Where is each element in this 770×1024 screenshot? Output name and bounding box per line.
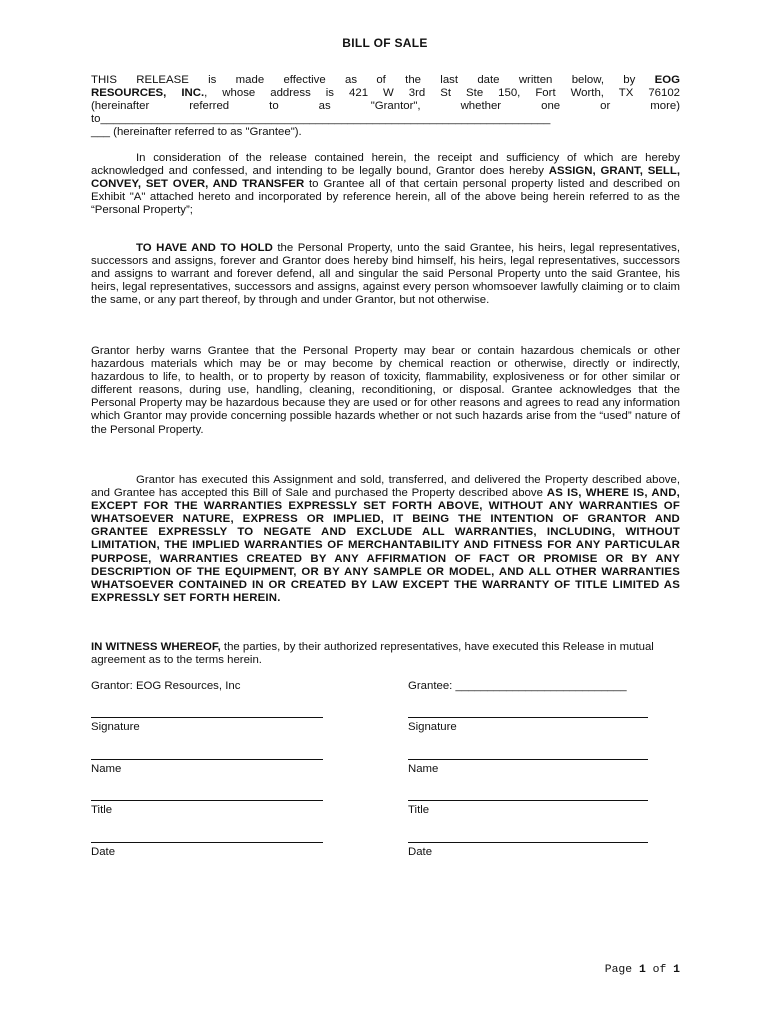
grantor-title-line[interactable] [91,788,323,801]
company-name-part: EOG [654,74,680,86]
grantor-title-label: Title [91,804,113,816]
witness-paragraph [91,641,680,667]
grantor-signature-line[interactable] [91,705,323,718]
grantee-name-line[interactable] [408,747,648,760]
page-number [605,964,680,976]
grantee-signature-block [408,680,648,859]
para1-text-c: to Grantee all of that certain personal property listed and described on Exhibit "A" attached hereto and incorporated by reference herein, all of the above being herein referred to as the “Personal Property”; [91,178,680,217]
habendum-paragraph [91,242,680,307]
document-title: BILL OF SALE [342,36,428,50]
para3-text: Grantor herby warns Grantee that the Personal Property may bear or contain hazardous chemicals or other hazardous materials which may be or may become by chemical reaction or otherwise, directly or indirectly, hazardous to life, to health, or to property by reason of toxicity, flammability, explosiveness or for other similar or different reasons, during use, handling, cleaning, reconditioning, or disposal. Grantee acknowledges that the Personal Property may be hazardous because they are used or for other reasons and agrees to read any information which Grantor may provide concerning possible hazards whether or not such hazards arise from the “used” nature of the Personal Property. [91,345,680,436]
current-page: 1 [638,964,646,976]
para2-bold: TO HAVE AND TO HOLD [136,242,273,254]
grantor-name-line[interactable] [91,747,323,760]
intro-line-5: ___ (hereinafter referred to as "Grantee"). [91,126,302,139]
warranty-disclaimer-paragraph [91,474,680,605]
grantee-date-line[interactable] [408,830,648,843]
grantor-signature-label: Signature [91,721,140,733]
para4-text: Grantor has executed this Assignment and sold, transferred, and delivered the Property described above, and Grantee has accepted this Bill of Sale and purchased the Property described above [91,474,680,500]
para1-bold: ASSIGN, GRANT, SELL, CONVEY, SET OVER, AND TRANSFER [91,165,680,191]
grantor-date-line[interactable] [91,830,323,843]
company-name: RESOURCES, INC. [91,87,205,100]
para4-caps: AS IS, WHERE IS, AND, EXCEPT FOR THE WARRANTIES EXPRESSLY SET FORTH ABOVE, WITHOUT ANY WARRANTIES OF WHATSOEVER NATURE, EXPRESS OR IMPLIED, IT BEING THE INTENTION OF GRANTOR AND GRANTEE EXPRESSLY TO NEGATE AND EXCLUDE ALL WARRANTIES, INCLUDING, WITHOUT LIMITATION, THE IMPLIED WARRANTIES OF MERCHANTABILITY AND FITNESS FOR ANY PARTICULAR PURPOSE, WARRANTIES CREATED BY ANY AFFIRMATION OF FACT OR PROMISE OR BY ANY DESCRIPTION OF THE EQUIPMENT, OR BY ANY SAMPLE OR MODEL, AND ALL OTHER WARRANTIES WHATSOEVER CONTAINED IN OR CREATED BY LAW EXCEPT THE WARRANTY OF TITLE LIMITED AS EXPRESSLY SET FORTH HEREIN. [91,487,681,604]
intro-line-2 [91,87,680,100]
para1-text-a: In consideration of the release contained herein, the receipt and sufficiency of which are hereby acknowledged and confessed, and intending to be legally bound, Grantor does hereby [91,152,680,178]
grantor-signature-block [91,680,323,859]
para2-text: the Personal Property, unto the said Grantee, his heirs, legal representatives, successors and assigns, forever and Grantor does hereby bind himself, his heirs, legal representatives, successors and assigns to warrant and forever defend, all and singular the said Personal Property unto the said Grantee, his heirs, legal representatives, successors and assigns, against every person whomsoever lawfully claiming or to claim the same, or any part thereof, by through and under Grantor, but not otherwise. [91,242,680,307]
grantee-name-label: Name [408,763,439,775]
consideration-paragraph [91,152,680,217]
intro-block [91,74,680,139]
grantee-title-line[interactable] [408,788,648,801]
total-pages: 1 [673,964,680,976]
grantor-date-label: Date [91,846,116,858]
company-address: , whose address is 421 W 3rd St Ste 150, Fort Worth, TX 76102 [204,87,681,100]
of-label: of [652,964,667,976]
grantee-signature-line[interactable] [408,705,648,718]
grantor-header: Grantor: EOG Resources, Inc [91,680,241,692]
intro-text: THIS RELEASE is made effective as of the last date written below, by [91,74,636,86]
intro-line-4: to_______________________________________________________________________ [91,113,551,126]
grantee-header: Grantee: ___________________________ [408,680,627,692]
hazard-warning-paragraph [91,345,680,437]
witness-text: the parties, by their authorized representatives, have executed this Release in mutual agreement as to the terms herein. [91,641,654,667]
page-label: Page [604,964,633,976]
grantee-title-label: Title [408,804,430,816]
grantee-signature-label: Signature [408,721,457,733]
witness-bold: IN WITNESS WHEREOF, [91,641,221,653]
intro-line-3: (hereinafter referred to as "Grantor", whether one or more) [91,100,680,113]
grantor-name-label: Name [91,763,122,775]
intro-line-1 [91,74,680,87]
grantee-date-label: Date [408,846,433,858]
